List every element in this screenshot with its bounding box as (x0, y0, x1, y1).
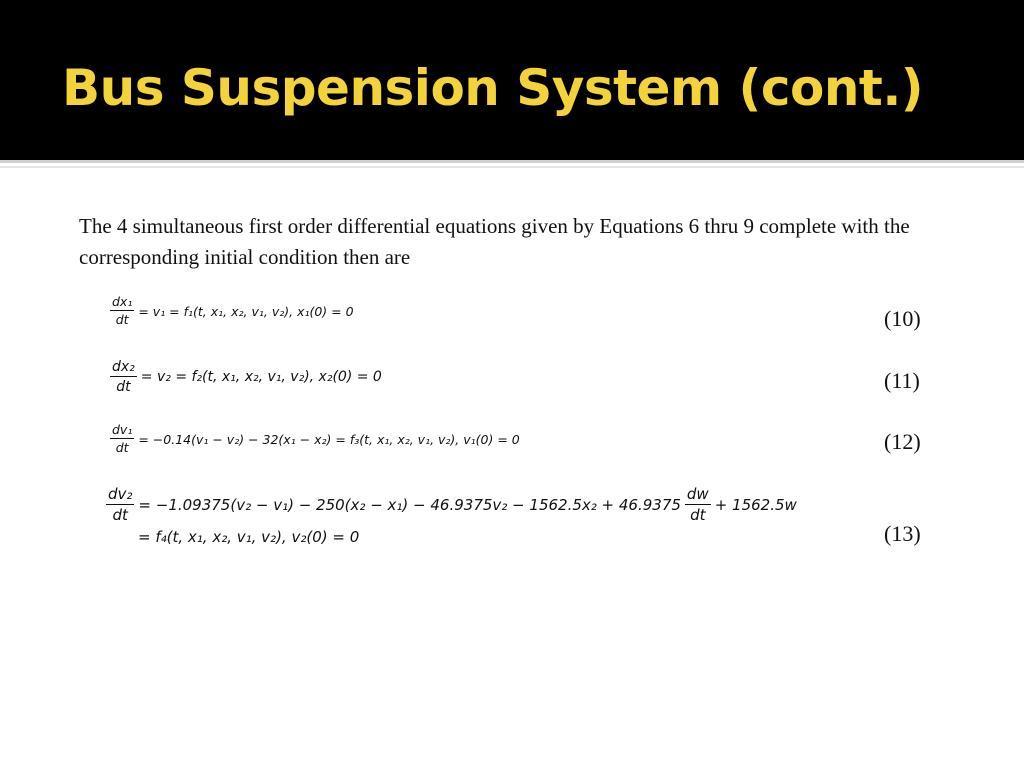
divider-line (0, 160, 1024, 163)
fraction-numerator: dx₂ (110, 359, 137, 377)
equation-number-13: (13) (884, 521, 921, 546)
equation-10 (110, 295, 354, 328)
equation-rhs-part1: = −1.09375(v₂ − v₁) − 250(x₂ − x₁) − 46.9375v₂ − 1562.5x₂ + 46.9375 (138, 496, 681, 515)
divider-line-secondary (0, 166, 1024, 168)
equation-rhs: = v₂ = f₂(t, x₁, x₂, v₁, v₂), x₂(0) = 0 (140, 369, 382, 386)
equation-rhs-part2: + 1562.5w (714, 496, 797, 515)
fraction (110, 295, 134, 328)
fraction (685, 486, 711, 525)
fraction-denominator: dt (115, 440, 129, 456)
fraction-numerator: dw (685, 486, 711, 505)
equation-continuation: = f₄(t, x₁, x₂, v₁, v₂), v₂(0) = 0 (138, 527, 360, 546)
fraction-numerator: dv₂ (106, 486, 134, 505)
equation-12 (110, 423, 520, 456)
slide-title: Bus Suspension System (cont.) (62, 59, 924, 117)
fraction-denominator: dt (690, 506, 706, 525)
equation-11 (110, 359, 382, 395)
equation-13 (106, 486, 797, 546)
equation-number-11: (11) (884, 368, 920, 393)
fraction (110, 359, 137, 395)
fraction-numerator: dx₁ (110, 295, 134, 311)
fraction-denominator: dt (115, 312, 129, 328)
fraction-denominator: dt (116, 379, 131, 396)
equation-rhs: = −0.14(v₁ − v₂) − 32(x₁ − x₂) = f₃(t, x₁, x₂, v₁, v₂), v₁(0) = 0 (138, 431, 520, 447)
intro-paragraph: The 4 simultaneous first order differential equations given by Equations 6 thru 9 complete with the corresponding initial condition then are (79, 214, 910, 269)
equation-rhs: = v₁ = f₁(t, x₁, x₂, v₁, v₂), x₁(0) = 0 (138, 303, 354, 319)
fraction-numerator: dv₁ (110, 423, 134, 439)
fraction (110, 423, 134, 456)
equation-number-10: (10) (884, 306, 921, 331)
fraction-denominator: dt (112, 506, 128, 525)
fraction (106, 486, 134, 525)
equation-number-12: (12) (884, 429, 921, 454)
